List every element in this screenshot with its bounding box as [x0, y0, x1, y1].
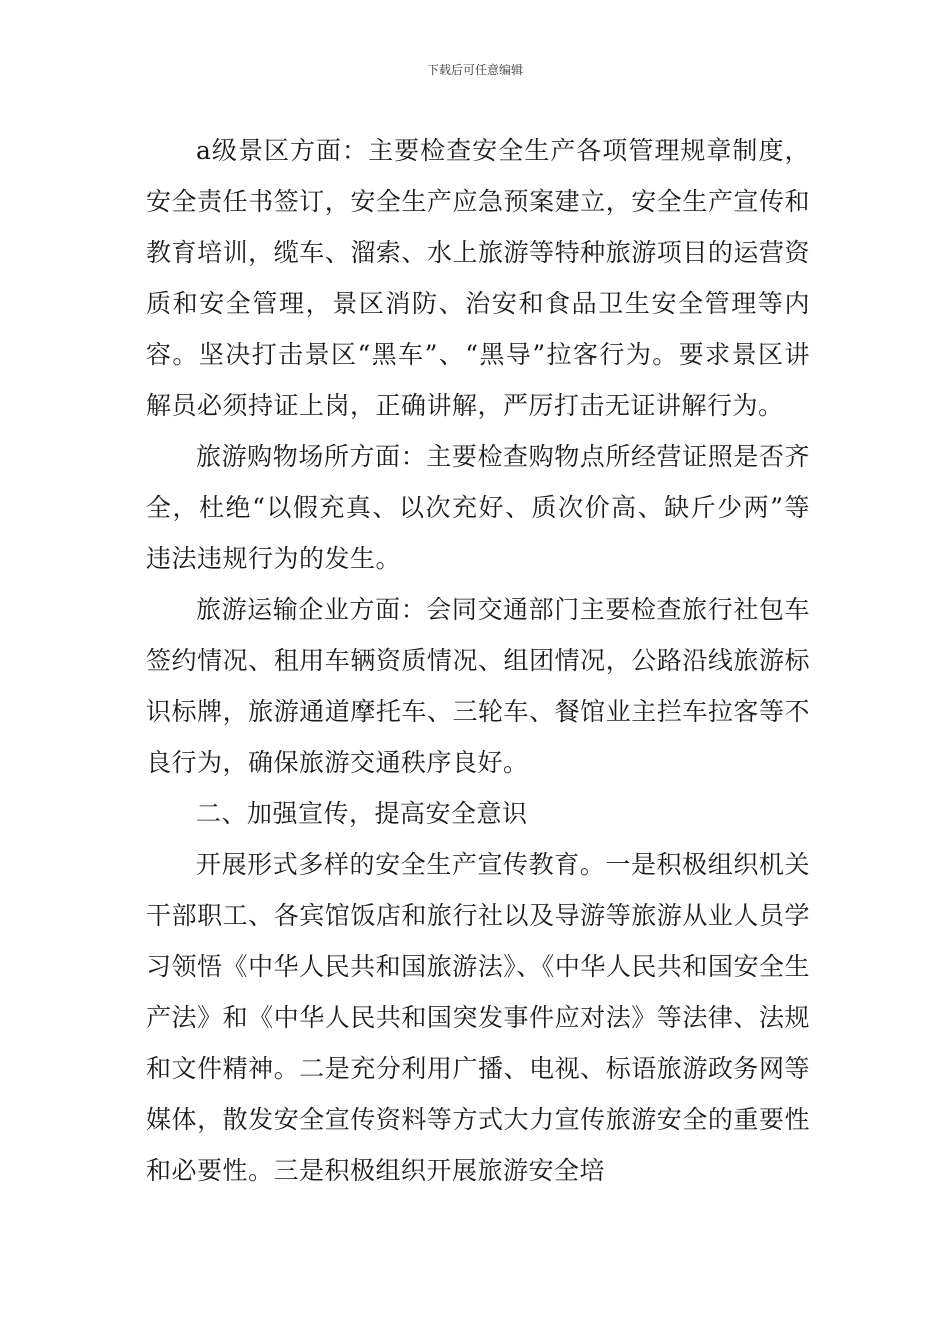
paragraph-scenic-area: a级景区方面：主要检查安全生产各项管理规章制度，安全责任书签订，安全生产应急预案建立，安全生产宣传和教育培训，缆车、溜索、水上旅游等特种旅游项目的运营资质和安全管理，景区消防、治安和食品卫生安全管理等内容。坚决打击景区“黑车”、“黑导”拉客行为。要求景区讲解员必须持证上岗，正确讲解，严厉打击无证讲解行为。 — [146, 136, 810, 420]
paragraph-publicity: 开展形式多样的安全生产宣传教育。一是积极组织机关干部职工、各宾馆饭店和旅行社以及导游等旅游从业人员学习领悟《中华人民共和国旅游法》、《中华人民共和国安全生产法》和《中华人民共和国突发事件应对法》等法律、法规和文件精神。二是充分利用广播、电视、标语旅游政务网等媒体，散发安全宣传资料等方式大力宣传旅游安全的重要性和必要性。三是积极组织开展旅游安全培 — [146, 850, 810, 1185]
section-heading: 二、加强宣传，提高安全意识 — [196, 799, 528, 828]
page-header: 下载后可任意编辑 — [426, 63, 523, 77]
document-body — [146, 125, 810, 1196]
paragraph-transport: 旅游运输企业方面：会同交通部门主要检查旅行社包车签约情况、租用车辆资质情况、组团情况，公路沿线旅游标识标牌，旅游通道摩托车、三轮车、餐馆业主拦车拉客等不良行为，确保旅游交通秩序良好。 — [146, 595, 810, 777]
paragraph-shopping: 旅游购物场所方面：主要检查购物点所经营证照是否齐全，杜绝“以假充真、以次充好、质次价高、缺斤少两”等违法违规行为的发生。 — [146, 442, 810, 573]
